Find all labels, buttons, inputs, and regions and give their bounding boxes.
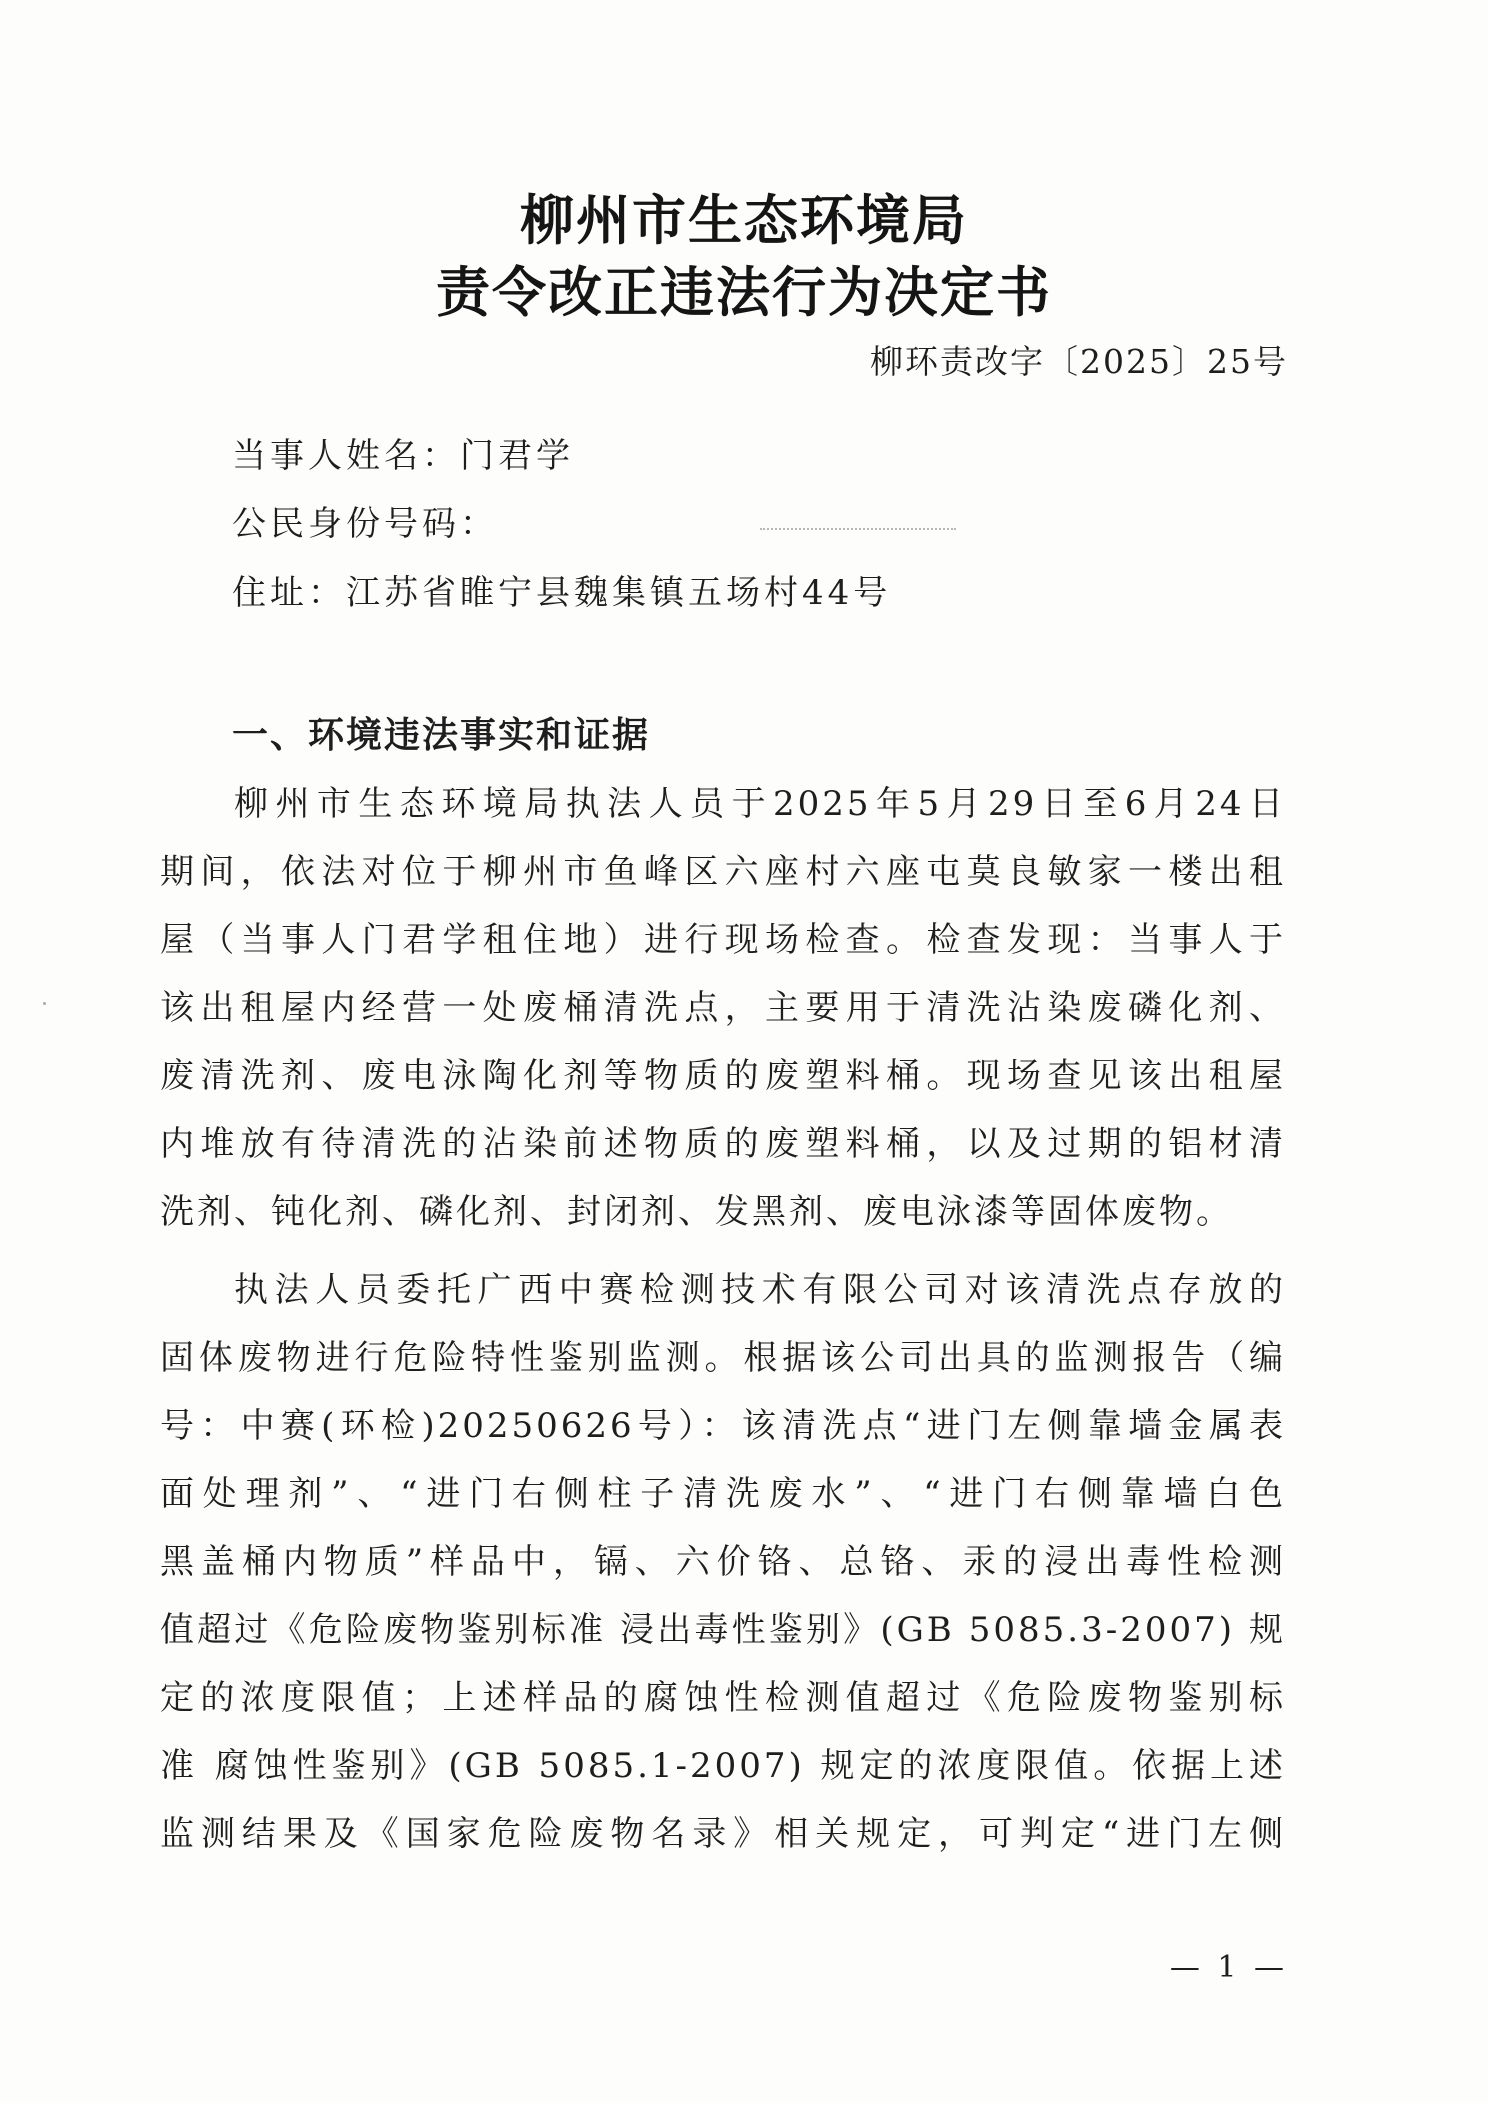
document-number: 柳环责改字〔2025〕25号	[870, 342, 1288, 381]
paragraph2-line: 面处理剂”、“进门右侧柱子清洗废水”、“进门右侧靠墙白色	[160, 1474, 1286, 1514]
paragraph1-line: 期间，依法对位于柳州市鱼峰区六座村六座屯莫良敏家一楼出租	[160, 852, 1286, 892]
section-heading: 一、环境违法事实和证据	[232, 715, 651, 756]
redaction-mark	[760, 528, 956, 534]
paragraph1-line: 柳州市生态环境局执法人员于2025年5月29日至6月24日	[234, 784, 1286, 824]
paragraph1-line: 内堆放有待清洗的沾染前述物质的废塑料桶，以及过期的铝材清	[160, 1124, 1286, 1164]
party-address: 住址：江苏省睢宁县魏集镇五场村44号	[232, 573, 892, 613]
page-number: — 1 —	[1169, 1950, 1288, 1985]
paragraph2-line: 值超过《危险废物鉴别标准 浸出毒性鉴别》(GB 5085.3-2007) 规	[160, 1610, 1286, 1650]
party-name: 当事人姓名：门君学	[232, 436, 574, 476]
paragraph2-line: 固体废物进行危险特性鉴别监测。根据该公司出具的监测报告（编	[160, 1338, 1286, 1378]
paragraph1-line: 屋（当事人门君学租住地）进行现场检查。检查发现：当事人于	[160, 920, 1286, 960]
paragraph2-line: 执法人员委托广西中赛检测技术有限公司对该清洗点存放的	[234, 1270, 1286, 1310]
paragraph2-line: 号：中赛(环检)20250626号）：该清洗点“进门左侧靠墙金属表	[160, 1406, 1286, 1446]
paragraph1-line: 废清洗剂、废电泳陶化剂等物质的废塑料桶。现场查见该出租屋	[160, 1056, 1286, 1096]
paragraph1-line: 洗剂、钝化剂、磷化剂、封闭剂、发黑剂、废电泳漆等固体废物。	[160, 1192, 1233, 1232]
paragraph2-line: 监测结果及《国家危险废物名录》相关规定，可判定“进门左侧	[160, 1814, 1286, 1854]
paragraph2-line: 准 腐蚀性鉴别》(GB 5085.1-2007) 规定的浓度限值。依据上述	[160, 1746, 1286, 1786]
paragraph2-line: 黑盖桶内物质”样品中，镉、六价铬、总铬、汞的浸出毒性检测	[160, 1542, 1286, 1582]
scan-speck	[43, 1002, 46, 1005]
party-id-number: 公民身份号码：	[232, 504, 498, 544]
paragraph2-line: 定的浓度限值；上述样品的腐蚀性检测值超过《危险废物鉴别标	[160, 1678, 1286, 1718]
paragraph1-line: 该出租屋内经营一处废桶清洗点，主要用于清洗沾染废磷化剂、	[160, 988, 1286, 1028]
agency-title: 柳州市生态环境局	[520, 188, 968, 252]
document-title: 责令改正违法行为决定书	[436, 260, 1052, 324]
